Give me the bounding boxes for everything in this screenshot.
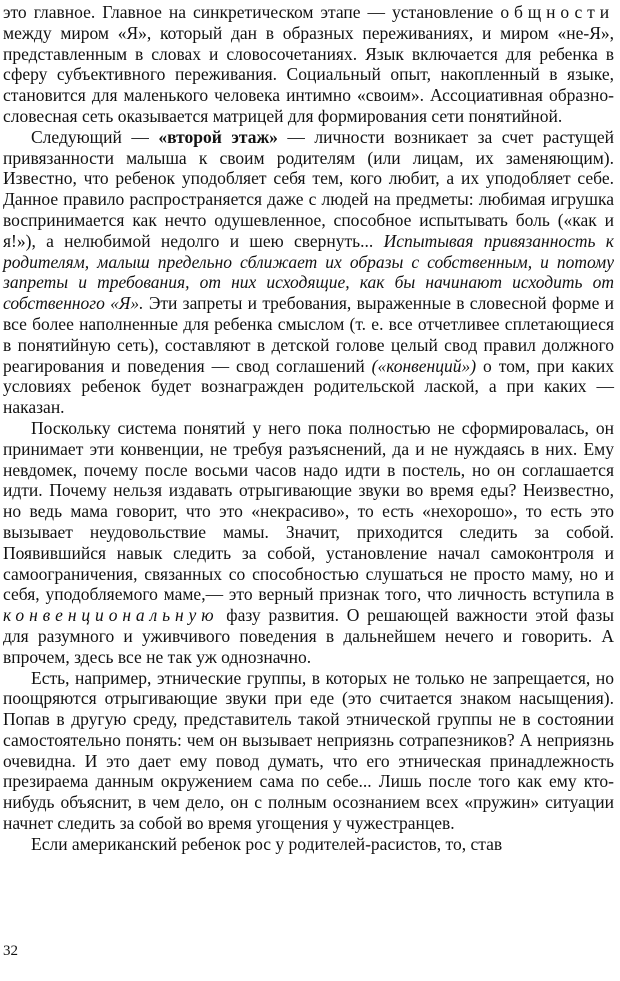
paragraph-2 xyxy=(3,127,614,418)
paragraph-1-text-cont: между миром «Я», который дан в образных переживаниях, и миром «не-Я», представленным в словах и словосочетаниях. Язык включается для ребенка в сферу субъективного переживания. Социальный опыт, накопленный в языке, становится для маленького человека интимно «своим». Ассоциативная образно-словесная сеть оказывается матрицей для формирования сети понятийной. xyxy=(3,22,614,126)
paragraph-3-text: Поскольку система понятий у него пока полностью не сформировалась, он принимает эти конвенции, не требуя разъяснений, да и не нуждаясь в них. Ему невдомек, почему после восьми часов надо идти в постель, но он соглашается идти. Почему нельзя издавать отрыгивающие звуки во время еды? Неизвестно, но ведь мама говорит, что это «некрасиво», то есть «нехорошо», то есть это вызывает неудовольствие мамы. Значит, приходится следить за собой. Появившийся навык следить за собой, установление начал самоконтроля и самоограничения, связанных со способностью слушаться не просто маму, но и себя, уподобляемого маме,— это верный признак того, что личность вступила в xyxy=(3,417,614,605)
bold-term-vtoroy-etazh: «второй этаж» xyxy=(158,126,278,147)
paragraph-4 xyxy=(3,668,614,834)
book-page xyxy=(3,0,614,981)
paragraph-1-text: это главное. Главное на синкретическом этапе — установление xyxy=(3,2,501,22)
paragraph-1 xyxy=(3,2,614,127)
paragraph-3 xyxy=(3,418,614,668)
paragraph-5 xyxy=(3,834,614,855)
page-number: 32 xyxy=(3,943,18,959)
italic-term-konventsiy: («конвенций») xyxy=(371,355,477,376)
paragraph-3-text-end: фазу развития. О решающей важности этой фазы для разумного и уживчивого поведения в дальнейшем нечего и говорить. А впрочем, здесь все не так уж однозначно. xyxy=(3,605,614,667)
spaced-term-konventsionalnuyu: конвенциональную xyxy=(3,605,219,626)
italic-passage: Испытывая привязанность к родителям, малыш предельно сближает их образы с собственным, и потому запреты и требования, от них исходящие, как бы начинают исходить от собственного «Я». xyxy=(3,230,614,314)
paragraph-2-text: Следующий — xyxy=(31,126,159,147)
paragraph-2-text-cont: — личности возникает за счет растущей привязанности малыша к своим родителям (или лицам, их заменяющим). Известно, что ребенок уподобляет себя тем, кого любит, а их уподобляет себе. Данное правило распространяется даже с людей на предметы: любимая игрушка воспринимается как нечто одушевленное, способное испытывать боль («как и я!»), а нелюбимой недолго и шею свернуть... xyxy=(3,126,614,251)
paragraph-5-text: Если американский ребенок рос у родителей-расистов, то, став xyxy=(31,833,503,854)
spaced-term-obshchnosti: общности xyxy=(500,2,614,22)
paragraph-2-text-end: о том, при каких условиях ребенок будет вознагражден родительской лаской, а при каких — наказан. xyxy=(3,355,614,418)
body-text xyxy=(3,2,614,855)
paragraph-4-text: Есть, например, этнические группы, в которых не только не запрещается, но поощряются отрыгивающие звуки при еде (это считается знаком насыщения). Попав в другую среду, представитель такой этнической группы не в состоянии самостоятельно понять: чем он вызывает неприязнь сотрапезников? А неприязнь очевидна. И это дает ему повод думать, что его этническая принадлежность презираема данным окружением сама по себе... Лишь после того как ему кто-нибудь объяснит, в чем дело, он с полным осознанием всех «пружин» ситуации начнет следить за собой во время угощения у чужестранцев. xyxy=(3,667,614,834)
paragraph-2-text-cont-2: Эти запреты и требования, выраженные в словесной форме и все более наполненные для ребенка смыслом (т. е. все отчетливее сплетающиеся в понятийную сеть), составляют в детской голове целый свод правил должного реагирования и поведения — свод соглашений xyxy=(3,293,615,376)
